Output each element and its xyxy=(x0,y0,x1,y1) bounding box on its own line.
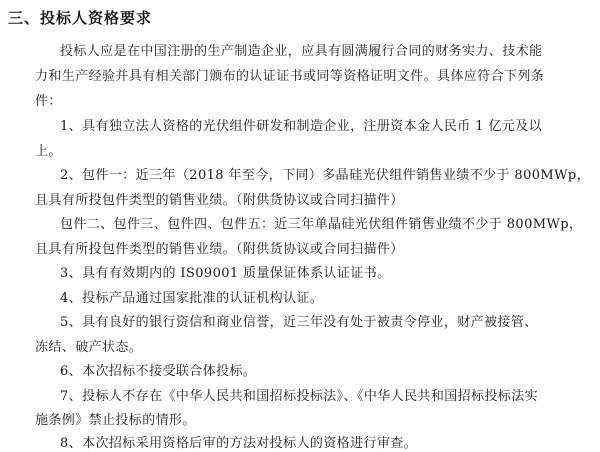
requirement-item-2-packages: 包件二、包件三、包件四、包件五：近三年单晶硅光伏组件销售业绩不少于 800MWp， xyxy=(60,217,583,232)
requirement-item-3: 3、具有有效期内的 IS09001 质量保证体系认证证书。 xyxy=(60,266,391,281)
section-title: 三、投标人资格要求 xyxy=(8,9,153,27)
paragraph-line: 且具有所投包件类型的销售业绩。（附供货协议或合同扫描件） xyxy=(35,242,404,257)
paragraph-line: 投标人应是在中国注册的生产制造企业，应具有圆满履行合同的财务实力、技术能 xyxy=(60,44,543,59)
paragraph-line: 施条例》禁止投标的情形。 xyxy=(35,413,196,428)
requirement-item-8: 8、本次招标采用资格后审的方法对投标人的资格进行审查。 xyxy=(60,436,418,451)
requirement-item-5: 5、具有良好的银行资信和商业信誉，近三年没有处于被责令停业，财产被接管、 xyxy=(60,315,538,330)
paragraph-line: 上。 xyxy=(35,144,62,159)
paragraph-line: 且具有所投包件类型的销售业绩。（附供货协议或合同扫描件） xyxy=(35,193,404,208)
requirement-item-6: 6、本次招标不接受联合体投标。 xyxy=(60,364,257,379)
requirement-item-1: 1、具有独立法人资格的光伏组件研发和制造企业，注册资本金人民币 1 亿元及以 xyxy=(60,119,543,134)
requirement-item-4: 4、投标产品通过国家批准的认证机构认证。 xyxy=(60,291,324,306)
paragraph-line: 冻结、破产状态。 xyxy=(35,340,143,355)
paragraph-line: 件： xyxy=(35,94,62,109)
paragraph-line: 力和生产经验并具有相关部门颁布的认证证书或同等资格证明文件。具体应符合下列条 xyxy=(35,69,545,84)
requirement-item-7: 7、投标人不存在《中华人民共和国招标投标法》、《中华人民共和国招标投标法实 xyxy=(60,389,539,404)
requirement-item-2: 2、包件一：近三年（2018 年至今，下同）多晶硅光伏组件销售业绩不少于 800MWp， xyxy=(60,168,591,183)
